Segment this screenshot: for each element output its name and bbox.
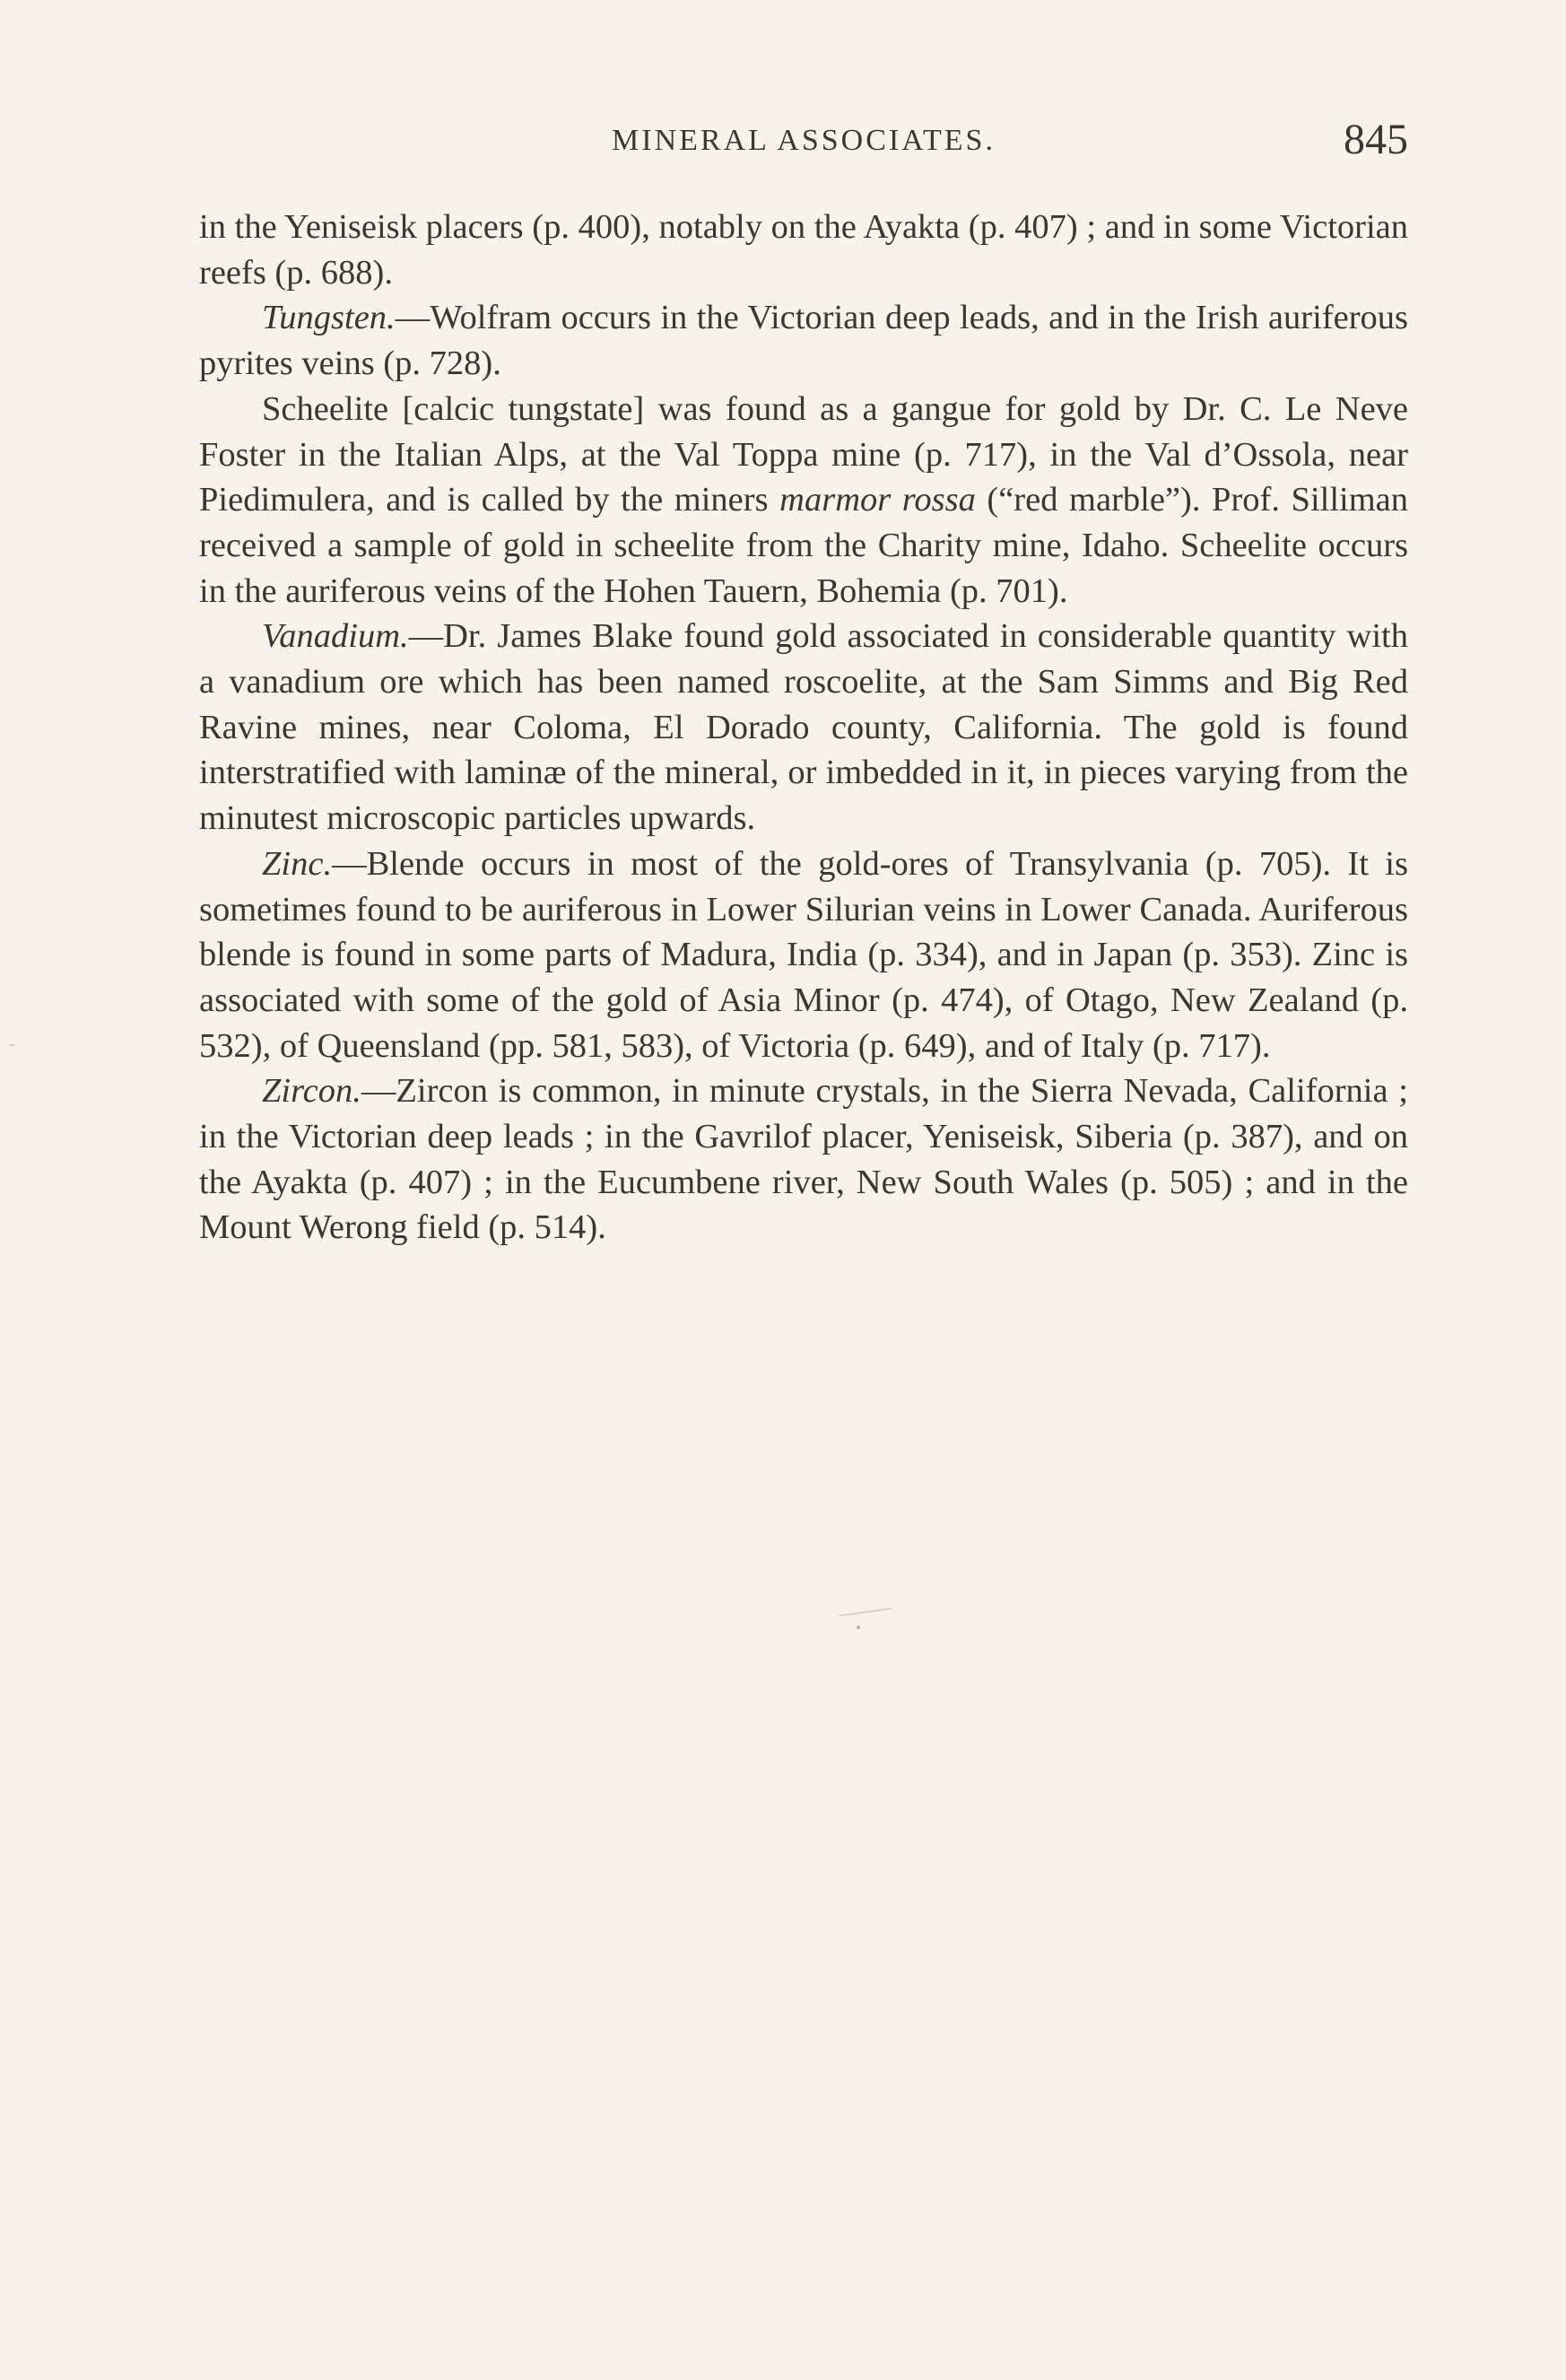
subject-heading: Vanadium. xyxy=(262,617,409,656)
subject-heading: Tungsten. xyxy=(262,299,396,337)
paragraph-vanadium xyxy=(199,614,1408,841)
paragraph-tungsten xyxy=(199,295,1408,386)
subject-heading: Zircon. xyxy=(262,1072,361,1111)
paper-blemish xyxy=(839,1608,892,1617)
subject-heading: Zinc. xyxy=(262,844,333,883)
page-number: 845 xyxy=(1344,116,1408,163)
paragraph-zircon xyxy=(199,1068,1408,1251)
paragraph-text: Scheelite [calcic tungstate] was found as a gangue for gold by Dr. C. Le Neve Foster in the Italian Alps, at the Val Toppa mine (p. 717), in the Val d’Ossola, near Piedimulera, and is called by the miners xyxy=(199,389,1408,519)
paragraph-continuation xyxy=(199,205,1408,295)
paragraph-text: (“red marble”). Prof. Silliman received a sample of gold in scheelite from the Charity mine, Idaho. Scheelite occurs in the auriferous veins of the Hohen Tauern, Bohemia (p. 701). xyxy=(199,481,1409,610)
paragraph-text: —Dr. James Blake found gold associated in considerable quantity with a vanadium ore which has been named roscoelite, at the Sam Simms and Big Red Ravine mines, near Coloma, El Dorado county, California. The gold is found interstratified with laminæ of the mineral, or imbedded in it, in pieces varying from the minutest microscopic particles upwards. xyxy=(199,617,1408,838)
paragraph-text: in the Yeniseisk placers (p. 400), notably on the Ayakta (p. 407) ; and in some Victorian reefs (p. 688). xyxy=(199,208,1408,292)
paper-blemish xyxy=(9,1044,14,1046)
body-text xyxy=(199,205,1408,1251)
italic-term: marmor rossa xyxy=(779,481,976,519)
paragraph-text: —Wolfram occurs in the Victorian deep leads, and in the Irish auriferous pyrites veins (p. 728). xyxy=(199,299,1408,383)
running-head xyxy=(199,115,1408,169)
paragraph-text: —Blende occurs in most of the gold-ores of Transylvania (p. 705). It is sometimes found to be auriferous in Lower Silurian veins in Lower Canada. Auriferous blende is found in some parts of Madura, India (p. 334), and in Japan (p. 353). Zinc is associated with some of the gold of Asia Minor (p. 474), of Otago, New Zealand (p. 532), of Queensland (pp. 581, 583), of Victoria (p. 649), and of Italy (p. 717). xyxy=(199,844,1408,1065)
running-title: MINERAL ASSOCIATES. xyxy=(612,124,996,157)
paragraph-scheelite xyxy=(199,387,1408,615)
paragraph-text: —Zircon is common, in minute crystals, in the Sierra Nevada, California ; in the Victorian deep leads ; in the Gavrilof placer, Yeniseisk, Siberia (p. 387), and on the Ayakta (p. 407) ; in the Eucumbene river, New South Wales (p. 505) ; and in the Mount Werong field (p. 514). xyxy=(199,1072,1408,1247)
paper-blemish xyxy=(857,1626,860,1629)
paragraph-zinc xyxy=(199,841,1408,1069)
